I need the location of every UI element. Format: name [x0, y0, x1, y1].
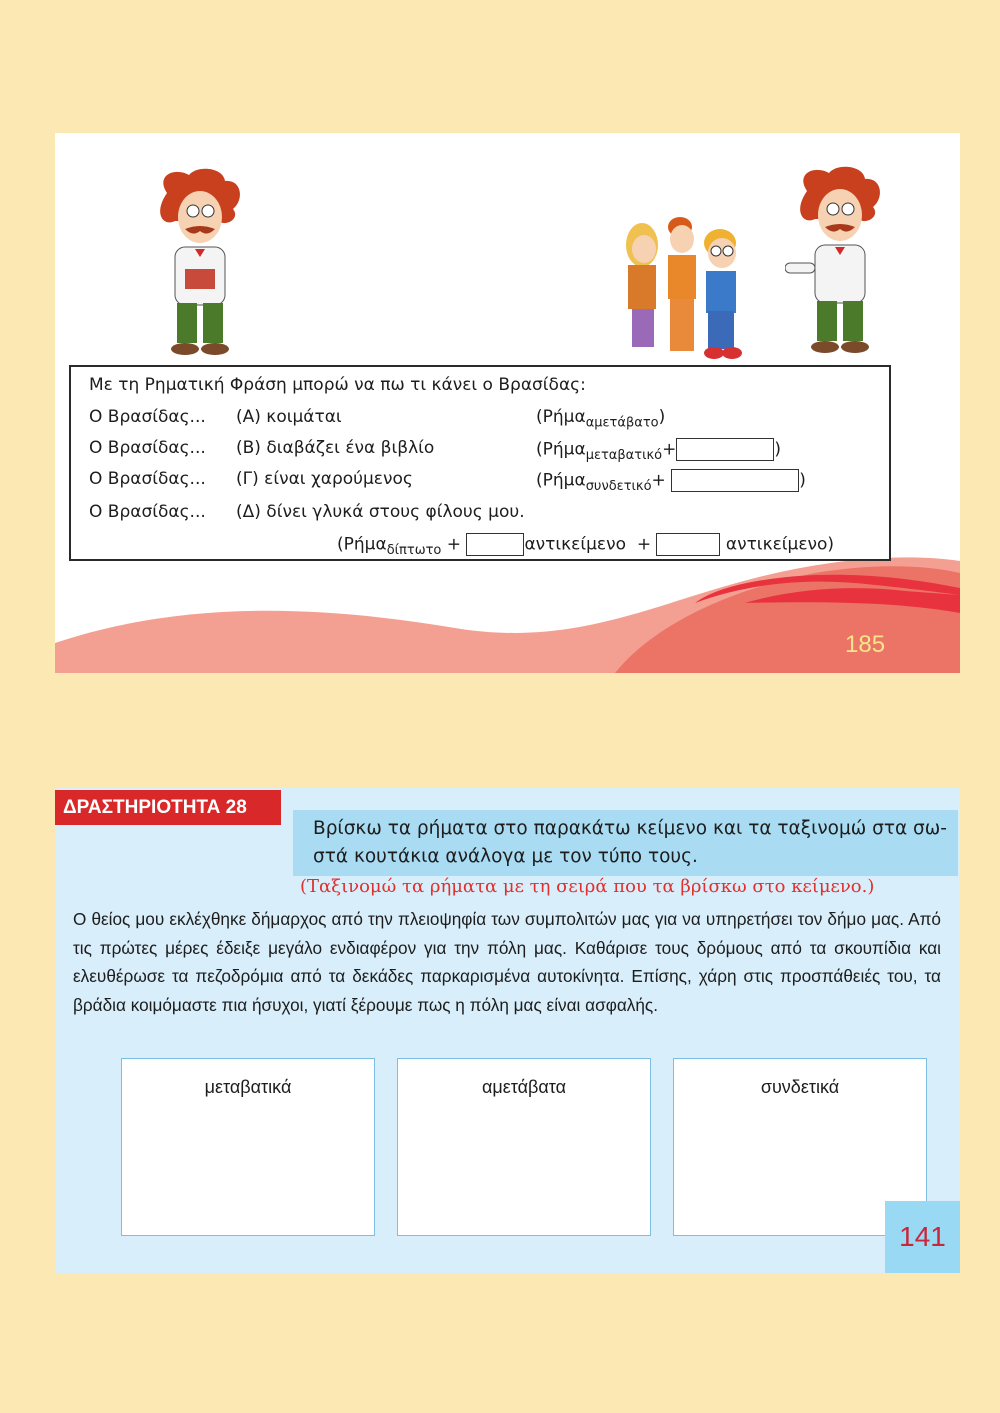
sort-box-label: συνδετικά: [760, 1077, 840, 1097]
answer-box-d2[interactable]: [656, 533, 720, 556]
activity-label: ΔΡΑΣΤΗΡΙΟΤΗΤΑ 28: [55, 790, 281, 825]
row-b-subject: Ο Βρασίδας...: [89, 438, 206, 458]
answer-box-c[interactable]: [671, 469, 799, 492]
row-c-phrase: (Γ) είναι χαρούμενος: [236, 469, 413, 489]
sort-box-transitive[interactable]: [121, 1058, 375, 1236]
professor-illustration-left: [145, 165, 255, 365]
instruction-box: [293, 810, 958, 876]
row-b-phrase: (Β) διαβάζει ένα βιβλίο: [236, 438, 435, 458]
answer-box-b[interactable]: [676, 438, 774, 461]
sort-box-intransitive[interactable]: [397, 1058, 651, 1236]
row-d-phrase: (Δ) δίνει γλυκά στους φίλους μου.: [236, 502, 525, 522]
page-number-185: 185: [845, 631, 886, 658]
row-c-verb-type: (Ρήμα$_{\sigma\upsilon\nu\delta\varepsilon\tau\iota\kappa ό}$+ ): [536, 470, 806, 494]
sort-box-label: μεταβατικά: [204, 1077, 292, 1097]
row-a-phrase: (Α) κοιμάται: [236, 407, 342, 427]
instruction-note: (Ταξινομώ τα ρήματα με τη σειρά που τα βρίσκω στο κείμενο.): [300, 876, 875, 897]
instruction-line-1: Βρίσκω τα ρήματα στο παρακάτω κείμενο και τα ταξινομώ στα σω-: [313, 818, 947, 839]
reading-passage: Ο θείος μου εκλέχθηκε δήμαρχος από την πλειοψηφία των συμπολιτών μας για να υπηρετήσει τον δήμο μας. Από τις πρώτες μέρες έδειξε μεγάλο ενδιαφέρον για την πόλη μας. Καθάρισε τους δρόμους από τα σκουπίδια και ελευθέρωσε τα πεζοδρόμια από τα δεκάδες παρκαρισμένα αυτοκίνητα. Επίσης, χάρη στις προσπάθειές του, τα βράδια κοιμόμαστε πια ήσυχοι, γιατί ξέρουμε πως η πόλη μας είναι ασφαλής.: [73, 909, 941, 1015]
row-b-verb-type: (Ρήμα$_{\mu\varepsilon\tau\alpha\beta\alpha\tau\iota\kappa ό}$+ ): [536, 439, 781, 463]
row-a-subject: Ο Βρασίδας...: [89, 407, 206, 427]
answer-box-d1[interactable]: [466, 533, 524, 556]
professor-illustration-right: [785, 163, 895, 363]
verb-phrase-box: [69, 365, 891, 561]
textbook-page-185: [55, 133, 960, 673]
intro-text: Με τη Ρηματική Φράση μπορώ να πω τι κάνει ο Βρασίδας:: [89, 375, 586, 395]
children-group-illustration: [620, 205, 780, 363]
row-a-verb-type: (Ρήμα$_{\alpha\mu\varepsilon\tau ά\beta\alpha\tau o}$): [536, 407, 666, 431]
instruction-line-2: στά κουτάκια ανάλογα με τον τύπο τους.: [313, 846, 698, 867]
row-c-subject: Ο Βρασίδας...: [89, 469, 206, 489]
textbook-page-141: [55, 788, 960, 1273]
sort-box-label: αμετάβατα: [481, 1077, 567, 1097]
row-d-subject: Ο Βρασίδας...: [89, 502, 206, 522]
page-number-141: 141: [885, 1201, 960, 1273]
ditransitive-line: (Ρήμα$_{\delta ί\pi\tau\omega\tau o}$ + αντικείμενο + αντικείμενο): [337, 534, 835, 558]
